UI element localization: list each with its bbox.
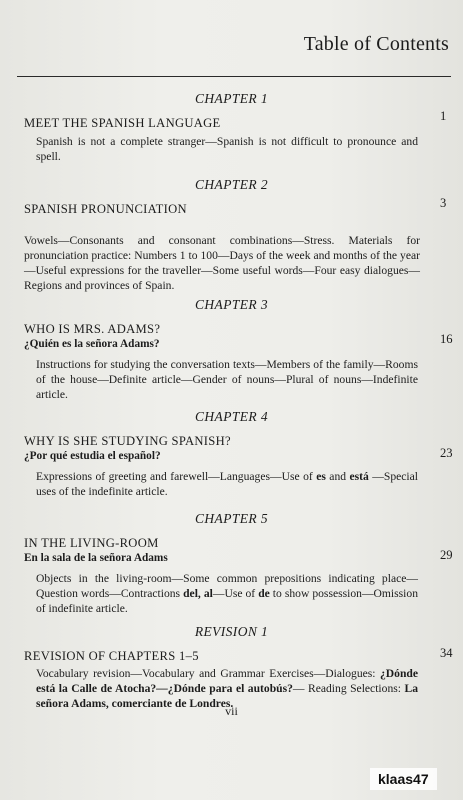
chapter-3	[0, 297, 463, 402]
chapter-description: Vowels—Consonants and consonant combinations—Stress. Materials for pronunciation practice: Numbers 1 to 100—Days of the week and months of the year—Useful expressions for the traveller—Some useful words—Four easy dialogues—Regions and provinces of Spain.	[24, 234, 420, 292]
chapter-description: Expressions of greeting and farewell—Languages—Use of es and está —Special uses of the indefinite article.	[36, 470, 418, 498]
chapter-title-text: WHY IS SHE STUDYING SPANISH?	[24, 434, 231, 448]
chapter-label: REVISION 1	[194, 624, 269, 639]
chapter-title	[24, 322, 463, 337]
chapter-description: Objects in the living-room—Some common prepositions indicating place—Question words—Contractions del, al—Use of de to show possession—Omission of indefinite article.	[36, 572, 418, 615]
page-number: 3	[440, 196, 447, 210]
chapter-description: Instructions for studying the conversation texts—Members of the family—Rooms of the house—Definite article—Gender of nouns—Plural of nouns—Indefinite article.	[36, 358, 418, 401]
chapter-label: CHAPTER 3	[195, 297, 268, 312]
chapter-label: CHAPTER 2	[195, 177, 268, 192]
chapter-subtitle: ¿Por qué estudia el español?	[24, 450, 161, 462]
chapter-4	[0, 409, 463, 499]
chapter-title-text: SPANISH PRONUNCIATION	[24, 202, 187, 216]
chapter-description: Vocabulary revision—Vocabulary and Grammar Exercises—Dialogues: ¿Dónde está la Calle de Atocha?—¿Dónde para el autobús?— Reading Selections: La señora Adams, comerciante de Londres.	[36, 667, 418, 710]
chapter-description: Spanish is not a complete stranger—Spanish is not difficult to pronounce and spell.	[36, 135, 418, 163]
revision-1	[0, 624, 463, 711]
chapter-subtitle: En la sala de la señora Adams	[24, 552, 168, 564]
chapter-title	[24, 649, 463, 664]
chapter-1	[0, 91, 463, 164]
chapter-title-text: MEET THE SPANISH LANGUAGE	[24, 116, 221, 130]
page-folio: vii	[225, 704, 238, 718]
chapter-label: CHAPTER 5	[195, 511, 268, 526]
chapter-2	[0, 177, 463, 293]
chapter-title-text: IN THE LIVING-ROOM	[24, 536, 159, 550]
chapter-label: CHAPTER 4	[195, 409, 268, 424]
watermark: klaas47	[370, 768, 437, 790]
page-number: 16	[440, 332, 453, 346]
chapter-title	[24, 116, 463, 131]
chapter-5	[0, 511, 463, 616]
chapter-title-text: REVISION OF CHAPTERS 1–5	[24, 649, 199, 663]
page-title: Table of Contents	[303, 33, 449, 55]
chapter-subtitle: ¿Quién es la señora Adams?	[24, 338, 160, 350]
title-divider	[17, 76, 451, 77]
chapter-title-text: WHO IS MRS. ADAMS?	[24, 322, 161, 336]
chapter-title	[24, 536, 463, 551]
chapter-title	[24, 202, 463, 217]
chapter-title	[24, 434, 463, 449]
chapter-label: CHAPTER 1	[195, 91, 268, 106]
page-number: 34	[440, 646, 453, 660]
page-number: 29	[440, 548, 453, 562]
page-number: 1	[440, 109, 447, 123]
page-number: 23	[440, 446, 453, 460]
